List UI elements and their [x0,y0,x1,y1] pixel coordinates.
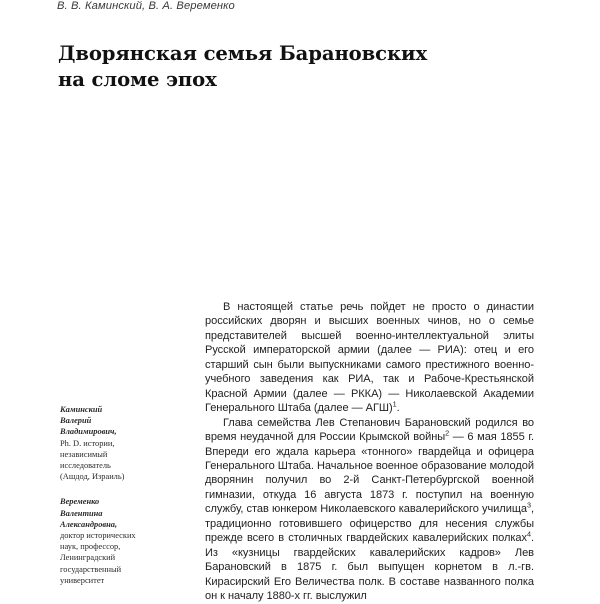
page-title [58,41,528,93]
article-body [205,300,534,604]
footnote-ref-4[interactable]: 4 [526,529,531,539]
author-name-line: Каминский [60,405,103,414]
footnote-ref-3[interactable]: 3 [526,500,531,510]
author-name-line: Веременко [60,497,100,507]
running-head-authors: В. В. Каминский, В. А. Веременко [57,0,235,12]
author-name-kaminsky [60,404,164,438]
author-affiliation-kaminsky [60,438,164,483]
author-affiliation-line: независимый [60,449,108,459]
author-affiliation-line: Ph. D. истории, [60,438,115,448]
footnote-ref-2[interactable]: 2 [445,428,450,438]
body-text: . [396,402,400,415]
author-name-line: Валерий [60,416,92,426]
author-affiliation-line: исследователь [60,461,111,471]
author-name-line: Валентина [60,508,103,518]
author-affiliation-line: (Ашдод, Израиль) [60,472,125,482]
author-bios-sidebar [60,404,164,586]
body-text: — 6 мая 1855 г. Впереди его ждала карьера «тонного» гвардейца и офицера Генерального Штаба. Начальное военное образование молодой дворянин получил во 2-й Санкт-Петербургской военной гимназии, откуда 16 августа 1873 г. поступил на военную службу, став юнкером Николаевского кавалерийского училища [205,431,534,516]
author-affiliation-line: доктор исторических [60,531,136,541]
body-text: . Из «кузницы гвардейских кавалерийских кадров» Лев Барановский в 1875 г. был выпущен корнетом в л.-гв. Кирасирский Его Величества полк. В составе названного полка он к началу 1880-х гг. выслужил [205,532,534,603]
author-bio-veremenko [60,496,164,586]
author-name-veremenko [60,496,164,530]
page-title-line-2: на сломе эпох [58,68,217,92]
body-paragraph-2 [205,416,534,604]
author-affiliation-line: Ленинградский [60,553,116,563]
author-name-line: Александровна, [60,519,118,529]
body-paragraph-1 [205,300,534,416]
author-name-line: Владимирович, [60,427,117,437]
footnote-ref-1[interactable]: 1 [392,399,397,409]
author-affiliation-veremenko [60,530,164,586]
body-text: Глава семейства Лев Степанович Барановский родился во время неудачной для России Крымской войны [205,416,534,444]
body-text: В настоящей статье речь пойдет не просто о династии российских дворян и высших военных чинов, но о семье представителей высшей военно-интеллектуальной элиты Русской императорской армии (далее — РИА): отец и его старший сын были выпускниками самого престижного военно-учебного заведения как РИА, так и Рабоче-Крестьянской Красной Армии (далее — РККА) — Николаевской Академии Генерального Штаба (далее — АГШ) [205,301,534,415]
author-affiliation-line: университет [60,575,105,585]
author-affiliation-line: государственный [60,564,122,574]
body-text: , традиционно готовившего офицерство для несения службы прежде всего в столичных гвардейских кавалерийских полках [205,503,534,545]
page-title-line-1: Дворянская семья Барановских [58,42,428,66]
author-affiliation-line: наук, профессор, [60,542,121,552]
author-bio-kaminsky [60,404,164,482]
